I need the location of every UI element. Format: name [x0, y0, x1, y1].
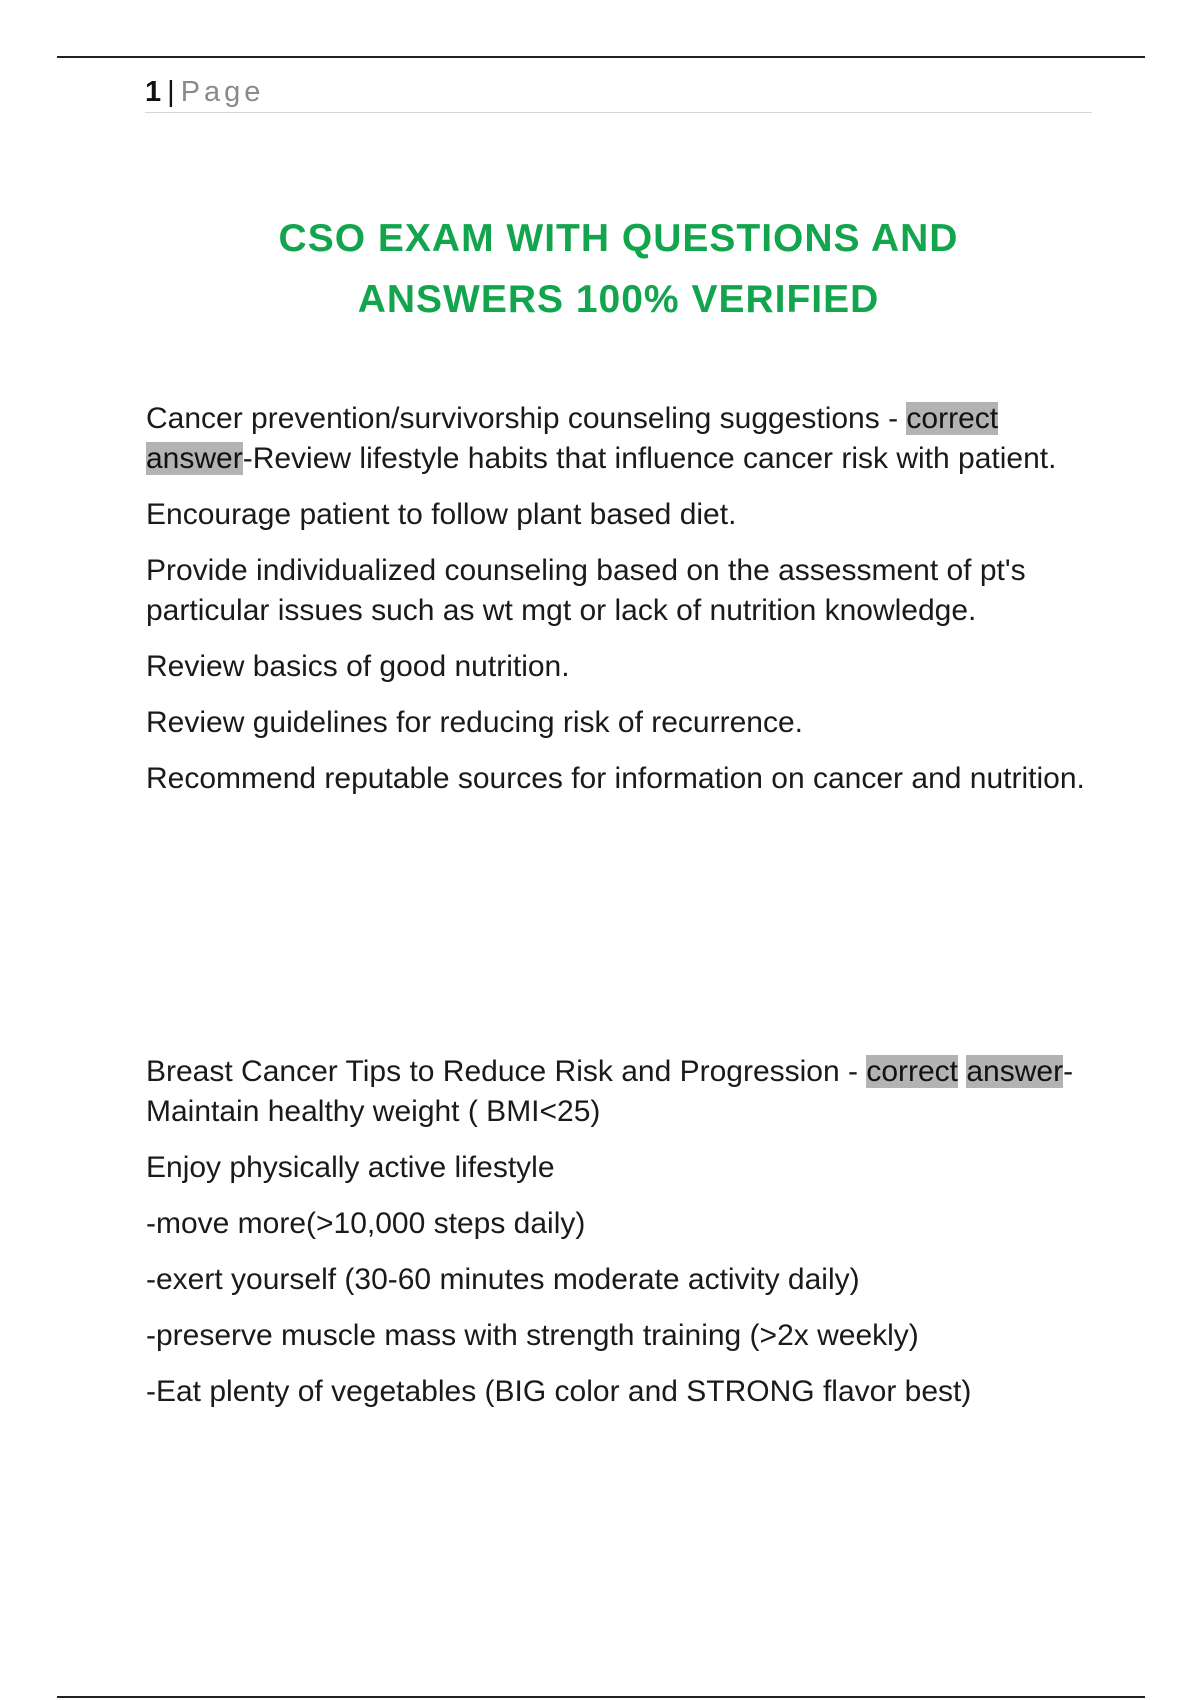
answer-text: -Review lifestyle habits that influence cancer risk with patient. [242, 442, 1057, 475]
answer-line: Recommend reputable sources for information on cancer and nutrition. [146, 762, 1085, 795]
answer-text: -Maintain healthy weight ( BMI<25) [146, 1055, 1074, 1128]
answer-line: Provide individualized counseling based on the assessment of pt's particular issues such as wt mgt or lack of nutrition knowledge. [146, 554, 1026, 627]
qa-item-breast-cancer-tips [146, 1052, 1086, 1428]
bottom-rule [57, 1696, 1145, 1698]
top-rule [57, 56, 1145, 58]
correct-answer-marker: correct [866, 1055, 959, 1088]
question-text: Cancer prevention/survivorship counseling suggestions - [146, 402, 907, 435]
answer-line: -preserve muscle mass with strength training (>2x weekly) [146, 1319, 919, 1352]
answer-line: Enjoy physically active lifestyle [146, 1151, 555, 1184]
page-number: 1 [145, 76, 162, 108]
title-line-1: CSO EXAM WITH QUESTIONS AND [278, 217, 959, 260]
qa-item-prevention-counseling [146, 399, 1086, 815]
answer-line: Review guidelines for reducing risk of recurrence. [146, 706, 803, 739]
qa-question-paragraph [146, 399, 1086, 479]
answer-line: -Eat plenty of vegetables (BIG color and STRONG flavor best) [146, 1375, 972, 1408]
answer-line: Review basics of good nutrition. [146, 650, 570, 683]
correct-answer-marker: answer [966, 1055, 1064, 1088]
page-label: Page [180, 76, 265, 108]
answer-line: Encourage patient to follow plant based diet. [146, 498, 737, 531]
question-text: Breast Cancer Tips to Reduce Risk and Progression - [146, 1055, 867, 1088]
page-separator: | [167, 76, 175, 108]
correct-answer-marker: correct [906, 402, 999, 435]
qa-question-paragraph [146, 1052, 1086, 1132]
answer-line: -exert yourself (30-60 minutes moderate activity daily) [146, 1263, 860, 1296]
correct-answer-marker: answer [146, 442, 243, 475]
answer-line: -move more(>10,000 steps daily) [146, 1207, 586, 1240]
page-header [145, 74, 1092, 113]
document-title [145, 208, 1092, 330]
title-line-2: ANSWERS 100% VERIFIED [357, 278, 880, 321]
